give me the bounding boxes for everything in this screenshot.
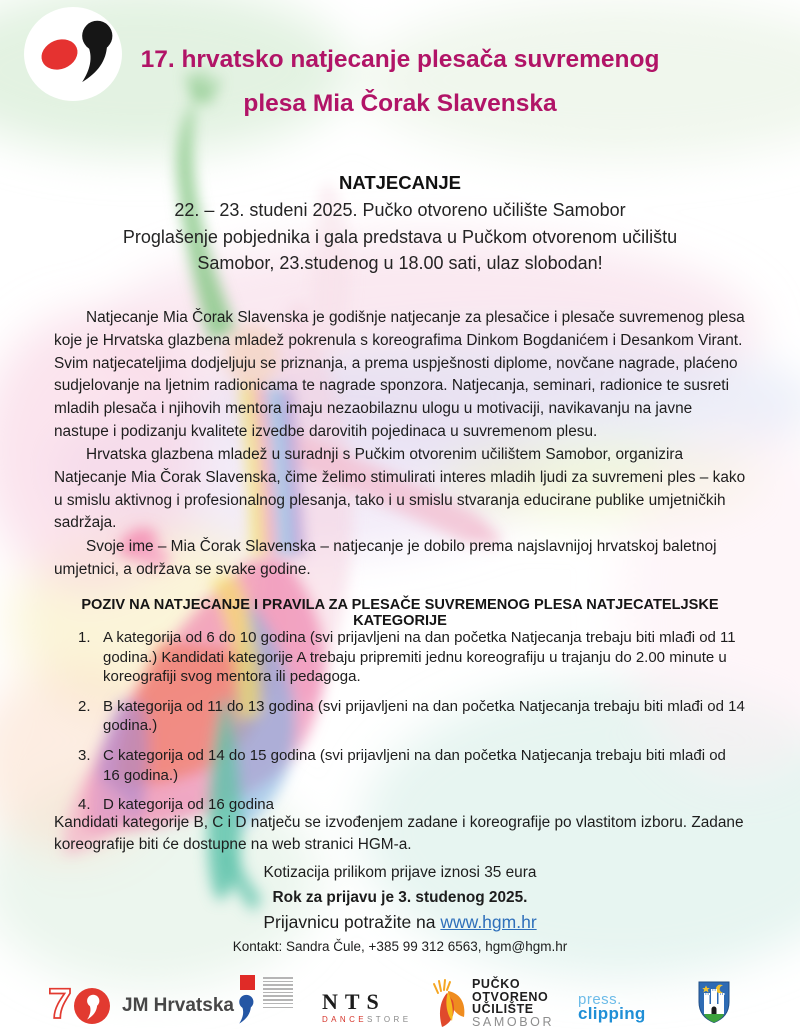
sponsor-logo-strip (0, 973, 800, 1029)
samobor-line-3: UČILIŠTE (472, 1002, 534, 1016)
page-title (0, 38, 800, 126)
title-line-2: plesa Mia Čorak Slavenska (243, 90, 557, 117)
samobor-line-4: SAMOBOR (472, 1014, 555, 1029)
title-line-1: 17. hrvatsko natjecanje plesača suvremenog (140, 46, 660, 73)
list-item (78, 746, 746, 785)
rules-heading: POZIV NA NATJECANJE I PRAVILA ZA PLESAČE SUVREMENOG PLESA NATJECATELJSKE KATEGORIJE (81, 597, 719, 629)
nts-subtitle (322, 1015, 411, 1024)
event-entry-line: Samobor, 23.studenog u 18.00 sati, ulaz slobodan! (197, 253, 603, 273)
event-gala-line: Proglašenje pobjednika i gala predstava u Pučkom otvorenom učilištu (122, 226, 678, 247)
list-number: 3. (78, 746, 91, 764)
list-number: 4. (78, 796, 91, 814)
name-origin-paragraph: Svoje ime – Mia Čorak Slavenska – natjecanje je dobilo prema najslavnijoj hrvatskoj baletnoj umjetnici, a održava se svake godine. (54, 538, 717, 578)
samobor-line-1: PUČKO (472, 977, 521, 991)
samobor-uciliste-logo (432, 977, 554, 1029)
application-prefix: Prijavnicu potražite na (263, 912, 441, 932)
candidates-note: Kandidati kategorije B, C i D natječu se izvođenjem zadane i koreografije po vlastitom izboru. Zadane koreografije biti će dostupne na web stranici HGM-a. (54, 814, 744, 853)
organizer-paragraph: Hrvatska glazbena mladež u suradnji s Pučkim otvorenim učilištem Samobor, organizira Natjecanje Mia Čorak Slavenska, čime želimo stimulirati interes mladih ljudi za suvremeni ples – kako u smislu aktivnog i profesionalnog plesanja, tako i u smislu stvaranja educirane publike umjetničkih sadržaja. (54, 446, 746, 532)
event-block (0, 172, 800, 277)
press-clipping-logo (578, 992, 646, 1021)
hgm-website-link[interactable]: www.hgm.hr (440, 912, 537, 932)
nts-sub-store: STORE (367, 1015, 412, 1024)
list-item (78, 697, 746, 736)
list-text: B kategorija od 11 do 13 godina (svi prijavljeni na dan početka Natjecanja trebaju biti mlađi od 14 godina.) (103, 697, 745, 735)
nts-dancestore-logo (322, 991, 411, 1024)
event-dates: 22. – 23. studeni 2025. Pučko otvoreno učilište Samobor (174, 200, 626, 220)
ministry-comma-icon (237, 994, 254, 1024)
deadline-line: Rok za prijavu je 3. studenog 2025. (272, 889, 528, 906)
jm-label: JM Hrvatska (122, 995, 234, 1016)
ministry-red-square-icon (240, 975, 255, 990)
list-number: 2. (78, 697, 91, 715)
intro-paragraph: Natjecanje Mia Čorak Slavenska je godišnje natjecanje za plesačice i plesače suvremenog plesa koje je Hrvatska glazbena mladež pokrenula s koreografima Dinkom Bogdanićem i Desankom Virant. Svim natjecateljima dodjeljuju se priznanja, a prema uspješnosti diplome, novčane nagrade, plaćeno sudjelovanje na ljetnim radionicama te nagrade sponzora. Natjecanja, seminari, radionice te susreti mladih plesača i njihovih mentora imaju nezaobilaznu ulogu u motivaciji, navikavanju na javne nastupe i podizanju kvalitete izvedbe darovitih pojedinaca u suvremenom plesu. (54, 309, 745, 440)
nts-sub-dance: DANCE (322, 1015, 368, 1024)
nts-name: NTS (322, 989, 386, 1014)
samobor-line-2: OTVORENO (472, 989, 549, 1004)
clipping-word: clipping (578, 1004, 646, 1023)
list-number: 1. (78, 629, 91, 646)
ministry-fine-print-lines (263, 977, 293, 1024)
ministry-logo (237, 975, 293, 1024)
jm-zero-icon (74, 988, 110, 1024)
jm-hrvatska-logo (48, 980, 234, 1029)
fee-line: Kotizacija prilikom prijave iznosi 35 eura (263, 864, 537, 881)
contact-line: Kontakt: Sandra Čule, +385 99 312 6563, hgm@hgm.hr (232, 939, 568, 954)
jm-comma-icon (85, 994, 100, 1020)
list-item (78, 628, 746, 687)
list-text: C kategorija od 14 do 15 godina (svi prijavljeni na dan početka Natjecanja trebaju biti mlađi od 16 godina.) (103, 746, 726, 784)
application-line (0, 912, 800, 933)
jm-seven: 7 (48, 980, 72, 1028)
zagreb-coat-of-arms-icon (696, 979, 732, 1029)
list-text: D kategorija od 16 godina (103, 796, 274, 814)
event-heading: NATJECANJE (339, 172, 461, 193)
press-word: press. (578, 991, 622, 1008)
jm-70-icon (48, 980, 116, 1029)
samobor-flame-icon (432, 977, 466, 1029)
list-text: A kategorija od 6 do 10 godina (svi prijavljeni na dan početka Natjecanja trebaju biti mlađi od 11 godina.) Kandidati kategorije A trebaju pripremiti jednu koreografiju u trajanju do 2.00 minute u koreografiji svog mentora ili pedagoga. (103, 629, 736, 686)
category-list (78, 628, 746, 825)
